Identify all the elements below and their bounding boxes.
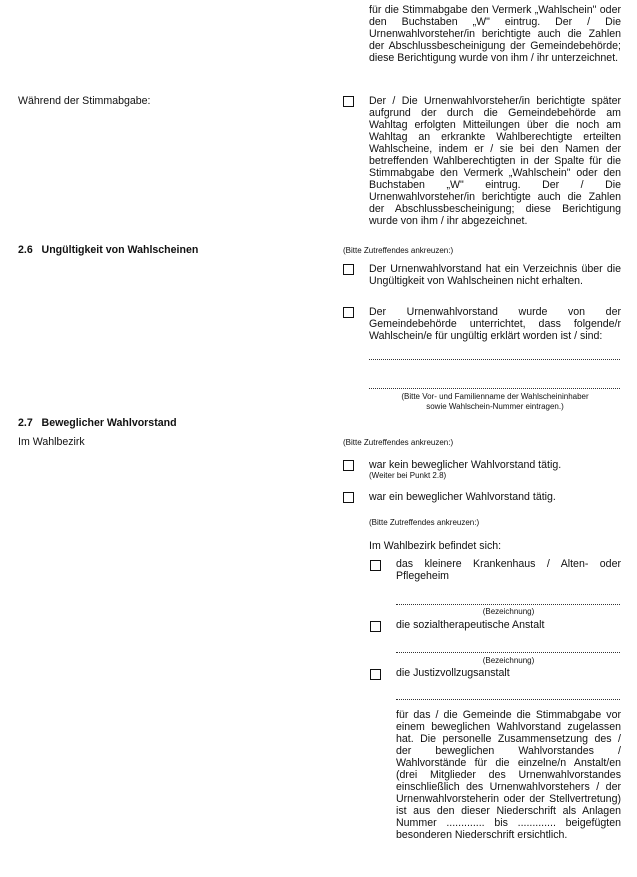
sub-option-hospital: das kleinere Krankenhaus / Alten- oder Pflegeheim — [396, 558, 621, 582]
located-label: Im Wahlbezirk befindet sich: — [369, 540, 502, 552]
designation-sociotherapeutic: (Bezeichnung) — [482, 656, 535, 665]
section-2-6-hint: (Bitte Zutreffendes ankreuzen:) — [343, 246, 454, 255]
section-2-7-heading: 2.7 Beweglicher Wahlvorstand — [18, 417, 177, 429]
section-2-6-heading: 2.6 Ungültigkeit von Wahlscheinen — [18, 244, 199, 256]
section-2-7-hint: (Bitte Zutreffendes ankreuzen:) — [343, 438, 454, 447]
checkbox-prison[interactable] — [370, 669, 381, 680]
during-voting-label: Während der Stimmabgabe: — [18, 95, 151, 107]
checkbox-mobile-board[interactable] — [343, 492, 354, 503]
checkbox-sociotherapeutic[interactable] — [370, 621, 381, 632]
sub-option-prison: die Justizvollzugsanstalt — [396, 667, 510, 679]
checkbox-no-invalid-list[interactable] — [343, 264, 354, 275]
option-no-mobile-board-note: (Weiter bei Punkt 2.8) — [369, 471, 447, 480]
fill-line-sociotherapeutic[interactable] — [396, 652, 620, 654]
checkbox-no-mobile-board[interactable] — [343, 460, 354, 471]
checkbox-invalid-notified[interactable] — [343, 307, 354, 318]
fill-hint-line-1: (Bitte Vor- und Familienname der Wahlscheininhaber — [401, 392, 589, 401]
during-voting-text: Der / Die Urnenwahlvorsteher/in berichtigte später aufgrund der durch die Gemeindebehörde am Wahltag erfolgten Mitteilungen über die noch am Wahltag an erkrankte Wahlberechtigte erteilten Wahlscheine, indem er / sie bei den Namen der betreffenden Wahlberechtigten in der Spalte für die Stimmabgabe den Vermerk „Wahlschein" oder den Buchstaben „W" eintrug. Der / Die Urnenwahlvorsteher/in berichtigte auch die Zahlen der Abschlussbescheinigung; diese Berichtigung wurde von ihm / ihr abgezeichnet. — [369, 95, 621, 227]
fill-line-prison[interactable] — [396, 699, 620, 701]
section-2-7-label: Im Wahlbezirk — [18, 436, 85, 448]
fill-line-2[interactable] — [369, 388, 620, 390]
continued-paragraph: für die Stimmabgabe den Vermerk „Wahlschein" oder den Buchstaben „W" eintrug. Der / Die Urnenwahlvorsteher/in berichtigte auch die Zahlen der Abschlussbescheinigung der Gemeindebehörde; diese Berichtigung wurde von ihm / ihr unterzeichnet. — [369, 4, 621, 64]
option-no-mobile-board: war kein beweglicher Wahlvorstand tätig. — [369, 459, 562, 471]
fill-line-1[interactable] — [369, 359, 620, 361]
option-invalid-notified: Der Urnenwahlvorstand wurde von der Gemeindebehörde unterrichtet, dass folgende/r Wahlschein/e für ungültig erklärt worden ist / sind: — [369, 306, 621, 342]
sub-option-sociotherapeutic: die sozialtherapeutische Anstalt — [396, 619, 545, 631]
closing-paragraph: für das / die Gemeinde die Stimmabgabe vor einem beweglichen Wahlvorstand zugelassen hat. Die personelle Zusammensetzung des / der beweglichen Wahlvorstandes / Wahlvorstände für die einzelne/n Anstalt/en (drei Mitglieder des Urnenwahlvorstandes einschließlich des Urnenwahlvorstehers / der Urnenwahlvorsteherin oder der Stellvertretung) ist aus den dieser Niederschrift als Anlagen Nummer ............. bis ............. beigefügten besonderen Niederschrift ersichtlich. — [396, 709, 621, 841]
designation-hospital: (Bezeichnung) — [482, 607, 535, 616]
fill-hint-line-2: sowie Wahlschein-Nummer eintragen.) — [426, 402, 564, 411]
checkbox-hospital[interactable] — [370, 560, 381, 571]
fill-line-hospital[interactable] — [396, 604, 620, 606]
checkbox-during-voting[interactable] — [343, 96, 354, 107]
option-mobile-board: war ein beweglicher Wahlvorstand tätig. — [369, 491, 556, 503]
option-no-invalid-list: Der Urnenwahlvorstand hat ein Verzeichnis über die Ungültigkeit von Wahlscheinen nicht erhalten. — [369, 263, 621, 287]
sub-hint: (Bitte Zutreffendes ankreuzen:) — [369, 518, 480, 527]
